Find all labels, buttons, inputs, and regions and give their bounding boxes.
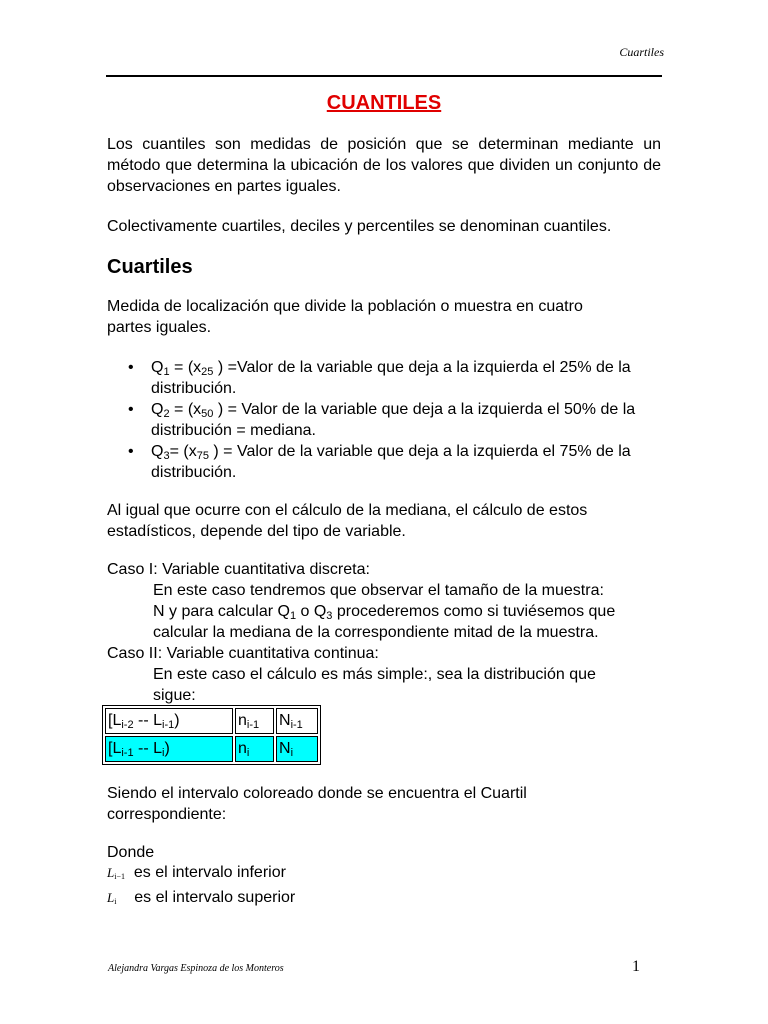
interval-cell: $[L_{i-2} -- L_{i-1})$ bbox=[105, 708, 233, 734]
colored-interval-paragraph: Siendo el intervalo coloreado donde se encuentra el Cuartil correspondiente: bbox=[107, 785, 527, 823]
upper-limit-symbol: $L_i$ bbox=[107, 890, 117, 906]
page-number: 1 bbox=[632, 958, 640, 975]
bullet-icon: • bbox=[128, 359, 134, 376]
donde-label: Donde bbox=[107, 844, 155, 861]
cases-block bbox=[107, 559, 667, 706]
quartile-item-q2: • $Q_2 = (x_{50}$ ) = Valor de la variable que deja a la izquierda el 50% de la distribución = mediana. bbox=[128, 401, 636, 439]
caso1-line-3: calcular la mediana de la correspondiente mitad de la muestra. bbox=[153, 624, 599, 641]
interval-cell: $[L_{i-1} -- L_i)$ bbox=[105, 736, 233, 762]
frequency-cell: $n_{i-1}$ bbox=[235, 708, 274, 734]
caso1-line-2: N y para calcular $Q_1$ o $Q_3$ procederemos como si tuviésemos que bbox=[153, 603, 616, 622]
page-title: CUANTILES bbox=[326, 92, 442, 114]
cumulative-frequency-cell: $N_i$ bbox=[276, 736, 318, 762]
caso1-label: Caso I: Variable cuantitativa discreta: bbox=[107, 561, 370, 578]
lower-limit-symbol: $L_{i-1}$ bbox=[107, 865, 125, 881]
section-paragraph: Medida de localización que divide la población o muestra en cuatro partes iguales. bbox=[107, 298, 583, 336]
variable-type-paragraph: Al igual que ocurre con el cálculo de la mediana, el cálculo de estos estadísticos, depende del tipo de variable. bbox=[107, 502, 588, 540]
cumulative-frequency-cell: $N_{i-1}$ bbox=[276, 708, 318, 734]
table-row bbox=[105, 708, 318, 734]
intro-paragraph: Los cuantiles son medidas de posición que se determinan mediante un método que determina la ubicación de los valores que dividen un conjunto de observaciones en partes iguales. bbox=[107, 136, 661, 195]
quartile-item-q3: • $Q_3= (x_{75}$ ) = Valor de la variable que deja a la izquierda el 75% de la distribución. bbox=[128, 443, 631, 481]
quantiles-definition: Colectivamente cuartiles, deciles y percentiles se denominan cuantiles. bbox=[107, 218, 612, 235]
caso2-line-1: En este caso el cálculo es más simple:, sea la distribución que bbox=[153, 666, 596, 683]
quartile-list bbox=[128, 357, 668, 483]
quartile-item-q1: • $Q_1 = (x_{25}$ ) =Valor de la variable que deja a la izquierda el 25% de la distribución. bbox=[128, 359, 631, 397]
caso2-line-2: sigue: bbox=[153, 687, 196, 704]
header-rule bbox=[106, 75, 662, 77]
caso2-label: Caso II: Variable cuantitativa continua: bbox=[107, 645, 379, 662]
footer-author: Alejandra Vargas Espinoza de los Monteros bbox=[108, 963, 284, 974]
interval-table bbox=[102, 705, 321, 765]
frequency-cell: $n_i$ bbox=[235, 736, 274, 762]
table-row-highlighted bbox=[105, 736, 318, 762]
bullet-icon: • bbox=[128, 443, 134, 460]
definition-upper: $L_i$ es el intervalo superior bbox=[107, 889, 296, 906]
caso1-line-1: En este caso tendremos que observar el tamaño de la muestra: bbox=[153, 582, 604, 599]
bullet-icon: • bbox=[128, 401, 134, 418]
running-header: Cuartiles bbox=[619, 45, 664, 59]
section-heading: Cuartiles bbox=[107, 256, 193, 278]
definition-lower: $L_{i-1}$ es el intervalo inferior bbox=[107, 864, 286, 881]
